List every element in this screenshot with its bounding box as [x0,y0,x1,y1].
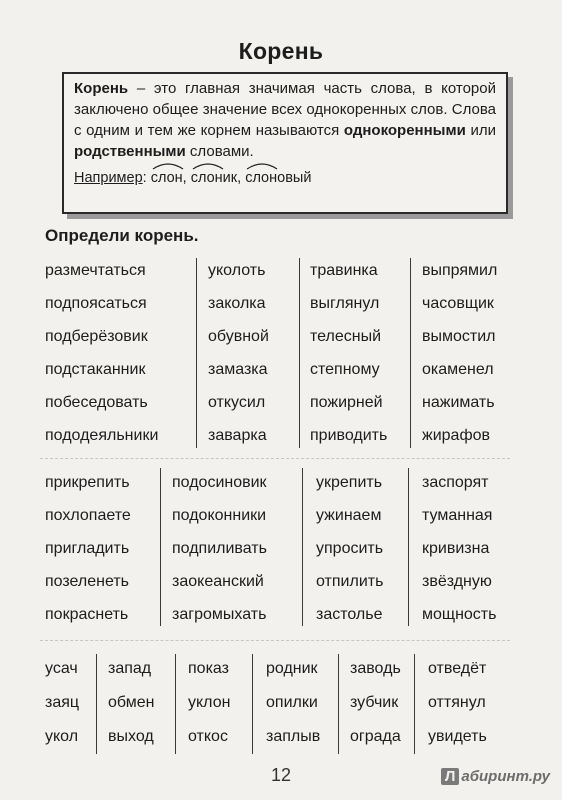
word-cell: подпиливать [172,540,267,557]
word-cell: приводить [310,427,388,444]
root-arc-icon [151,162,185,170]
word-cell: зубчик [350,694,399,711]
word-cell: выпрямил [422,262,498,279]
word-cell: обмен [108,694,155,711]
word-cell: степному [310,361,380,378]
word-cell: размечтаться [45,262,146,279]
word-cell: укол [45,728,79,745]
word-cell: показ [188,660,229,677]
word-cell: телесный [310,328,382,345]
column-divider [338,654,339,754]
word-cell: укрепить [316,474,383,491]
word-cell: похлопаете [45,507,131,524]
column-divider [252,654,253,754]
word-cell: заколка [208,295,266,312]
column-divider [414,654,415,754]
word-cell: заводь [350,660,401,677]
word-cell: вымостил [422,328,496,345]
page-title: Корень [238,38,324,64]
word-cell: заокеанский [172,573,264,590]
column-divider [175,654,176,754]
example-word: слоник [191,168,237,189]
logo-badge-icon: Л [441,768,460,785]
word-cell: окаменел [422,361,494,378]
example-label: Например [74,170,143,186]
word-cell: уклон [188,694,231,711]
watermark-logo: Л абиринт.ру [441,768,550,785]
word-cell: пожирней [310,394,383,411]
word-cell: заварка [208,427,267,444]
word-cell: заяц [45,694,80,711]
word-cell: отпилить [316,573,384,590]
word-cell: выход [108,728,154,745]
example-word: слоновый [245,168,311,189]
definition-text: Корень – это главная значимая часть слова, в которой заключено общее значение всех однокоренных слов. Слова с одним и тем же корнем называются однокоренными или родственными словами. [74,80,496,160]
word-cell: откос [188,728,228,745]
definition-bold-term-2: родственными [74,143,186,160]
root-arc-icon [191,162,225,170]
word-cell: подберёзовик [45,328,148,345]
definition-bold-term-1: однокоренными [343,122,466,139]
word-cell: загромыхать [172,606,267,623]
word-cell: отведёт [428,660,487,677]
word-cell: заплыв [266,728,321,745]
word-cell: жирафов [422,427,490,444]
column-divider [302,468,303,626]
word-cell: заспорят [422,474,489,491]
word-cell: мощность [422,606,497,623]
word-cell: застолье [316,606,383,623]
word-cell: запад [108,660,152,677]
column-divider [410,258,411,448]
word-cell: побеседовать [45,394,148,411]
definition-term: Корень [74,80,129,97]
root-arc-icon [245,162,279,170]
example-word: слон [151,168,183,189]
word-cell: обувной [208,328,269,345]
word-cell: родник [266,660,318,677]
word-cell: опилки [266,694,318,711]
column-divider [96,654,97,754]
word-cell: часовщик [422,295,494,312]
word-cell: прикрепить [45,474,130,491]
word-cell: уколоть [208,262,266,279]
word-cell: пригладить [45,540,130,557]
word-cell: упросить [316,540,384,557]
word-cell: туманная [422,507,493,524]
word-cell: кривизна [422,540,490,557]
word-cell: замазка [208,361,268,378]
example-line: Например: слон, слоник, слоновый [74,168,496,189]
word-cell: подпоясаться [45,295,147,312]
word-cell: выглянул [310,295,380,312]
definition-box [62,72,508,214]
column-divider [160,468,161,626]
word-cell: усач [45,660,78,677]
word-cell: оттянул [428,694,486,711]
word-cell: подоконники [172,507,267,524]
word-cell: позеленеть [45,573,130,590]
word-cell: откусил [208,394,266,411]
word-cell: увидеть [428,728,487,745]
word-cell: ужинаем [316,507,382,524]
word-cell: покраснеть [45,606,129,623]
column-divider [196,258,197,448]
word-cell: нажимать [422,394,495,411]
section-separator [40,640,510,641]
page-number: 12 [270,765,292,785]
word-cell: звёздную [422,573,492,590]
word-cell: травинка [310,262,378,279]
section-separator [40,458,510,459]
task-heading: Определи корень. [45,226,199,245]
word-cell: ограда [350,728,401,745]
column-divider [408,468,409,626]
word-cell: подстаканник [45,361,146,378]
word-cell: пододеяльники [45,427,159,444]
column-divider [299,258,300,448]
word-cell: подосиновик [172,474,267,491]
